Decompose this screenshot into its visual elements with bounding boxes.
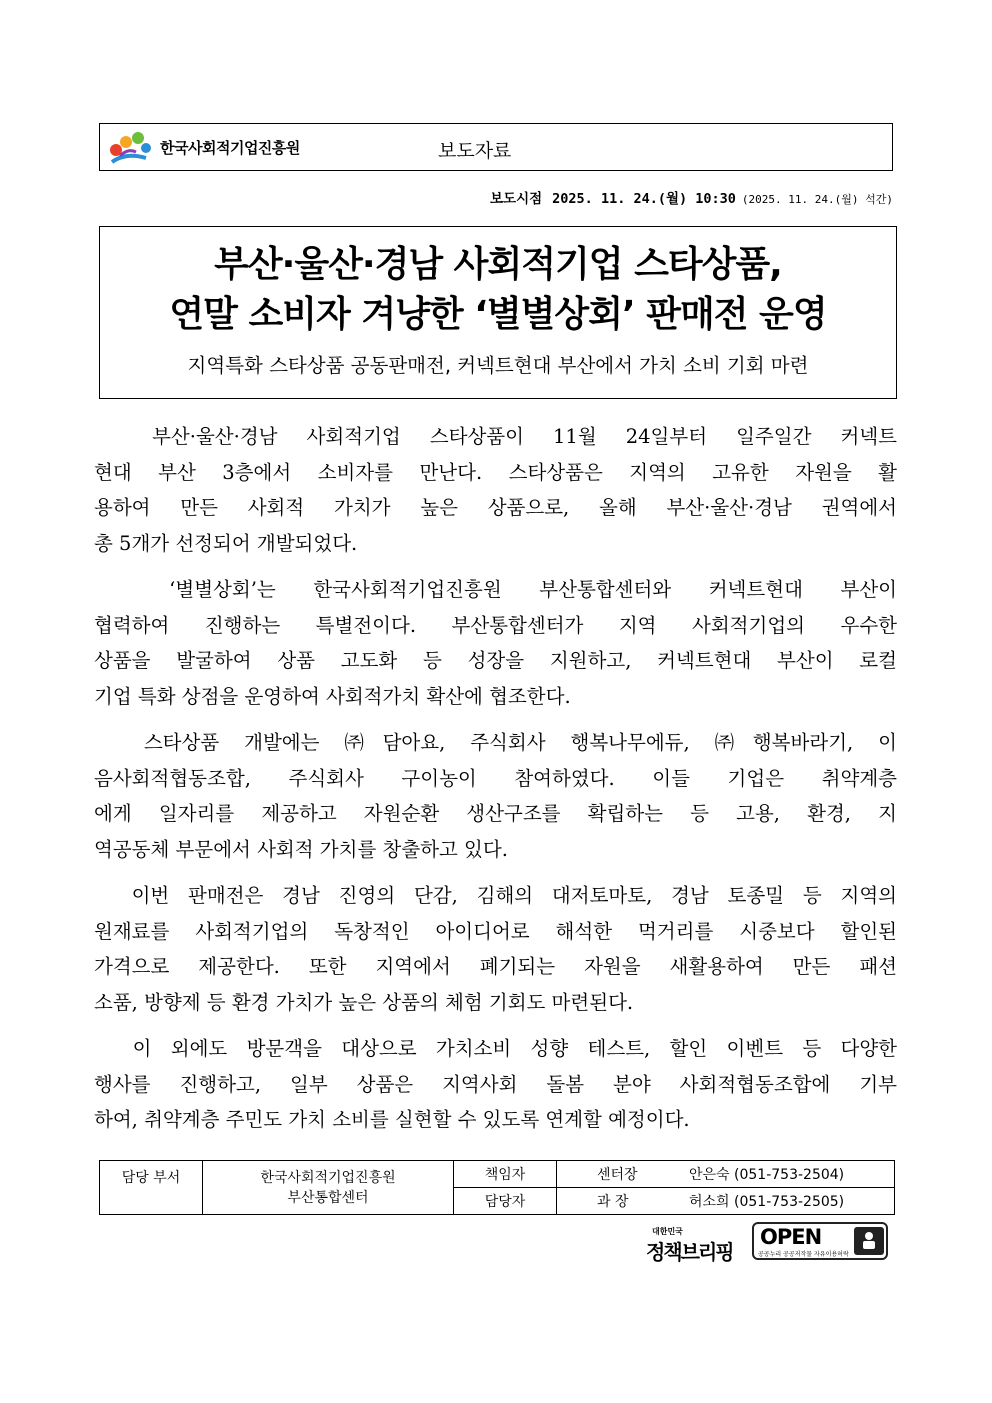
header-box bbox=[99, 123, 893, 171]
paragraph-line: 가격으로 제공한다. 또한 지역에서 폐기되는 자원을 새활용하여 만든 패션 bbox=[94, 955, 897, 978]
kogl-open-logo bbox=[752, 1222, 888, 1260]
person-info: 안은숙 (051-753-2504) bbox=[689, 1167, 845, 1183]
paragraph-line: 소품, 방향제 등 환경 가치가 높은 상품의 체험 기회도 마련된다. bbox=[94, 990, 634, 1014]
org-logo-icon bbox=[106, 128, 154, 168]
embargo-line bbox=[400, 187, 893, 207]
doc-type: 보도자료 bbox=[438, 140, 512, 162]
paragraph-line: 스타상품 개발에는 ㈜담아요, 주식회사 행복나무에듀, ㈜행복바라기, 이 bbox=[94, 731, 897, 754]
article-body bbox=[94, 419, 897, 1149]
paragraph-line: 역공동체 부문에서 사회적 가치를 창출하고 있다. bbox=[94, 837, 508, 861]
attribution-icon bbox=[854, 1227, 884, 1255]
paragraph-line: 현대 부산 3층에서 소비자를 만난다. 스타상품은 지역의 고유한 자원을 활 bbox=[94, 460, 897, 484]
headline-line-2: 연말 소비자 겨냥한 ‘별별상회’ 판매전 운영 bbox=[169, 294, 827, 335]
org-name: 한국사회적기업진흥원 bbox=[160, 139, 300, 157]
paragraph bbox=[94, 572, 897, 714]
paragraph-line: 하여, 취약계층 주민도 가치 소비를 실현할 수 있도록 연계할 예정이다. bbox=[94, 1108, 690, 1131]
dept-org-line-2: 부산통합센터 bbox=[287, 1189, 369, 1206]
paragraph-line: 부산·울산·경남 사회적기업 스타상품이 11월 24일부터 일주일간 커넥트 bbox=[94, 425, 897, 448]
paragraph-line: 이 외에도 방문객을 대상으로 가치소비 성향 테스트, 할인 이벤트 등 다양한 bbox=[94, 1037, 897, 1060]
paragraph-line: 협력하여 진행하는 특별전이다. 부산통합센터가 지역 사회적기업의 우수한 bbox=[94, 613, 897, 637]
paragraph-line: 용하여 만든 사회적 가치가 높은 상품으로, 올해 부산·울산·경남 권역에서 bbox=[94, 496, 897, 519]
paragraph-line: 원재료를 사회적기업의 독창적인 아이디어로 해석한 먹거리를 시중보다 할인된 bbox=[94, 919, 897, 943]
role-cell: 책임자 bbox=[454, 1161, 557, 1188]
paragraph bbox=[94, 878, 897, 1020]
dept-org-line-1: 한국사회적기업진흥원 bbox=[260, 1169, 396, 1186]
paragraph-line: 에게 일자리를 제공하고 자원순환 생산구조를 확립하는 등 고용, 환경, 지 bbox=[94, 802, 897, 825]
embargo-alt: (2025. 11. 24.(월) 석간) bbox=[741, 193, 893, 206]
open-text: OPEN bbox=[760, 1225, 822, 1249]
embargo-datetime: 2025. 11. 24.(월) 10:30 bbox=[552, 191, 736, 207]
policy-big-text: 정책브리핑 bbox=[646, 1240, 733, 1264]
person-info: 허소희 (051-753-2505) bbox=[689, 1194, 845, 1210]
paragraph-line: 총 5개가 선정되어 개발되었다. bbox=[94, 531, 358, 555]
policy-briefing-logo bbox=[646, 1224, 744, 1262]
paragraph-line: 상품을 발굴하여 상품 고도화 등 성장을 지원하고, 커넥트현대 부산이 로컬 bbox=[94, 649, 897, 672]
person-cell bbox=[557, 1188, 895, 1215]
paragraph-line: 음사회적협동조합, 주식회사 구이농이 참여하였다. 이들 기업은 취약계층 bbox=[94, 766, 897, 790]
contact-table bbox=[99, 1160, 895, 1215]
headline-line-1: 부산·울산·경남 사회적기업 스타상품, bbox=[214, 244, 782, 285]
paragraph bbox=[94, 419, 897, 561]
dept-label: 담당 부서 bbox=[100, 1161, 203, 1215]
subtitle: 지역특화 스타상품 공동판매전, 커넥트현대 부산에서 가치 소비 기회 마련 bbox=[187, 354, 809, 377]
footer-logos bbox=[640, 1222, 890, 1264]
paragraph-line: 이번 판매전은 경남 진영의 단감, 김해의 대저토마토, 경남 토종밀 등 지역의 bbox=[94, 884, 897, 907]
title-box bbox=[99, 226, 897, 399]
role-cell: 담당자 bbox=[454, 1188, 557, 1215]
position-label: 센터장 bbox=[597, 1167, 638, 1183]
paragraph bbox=[94, 1031, 897, 1138]
dept-org bbox=[203, 1161, 454, 1215]
policy-small-text: 대한민국 bbox=[652, 1227, 683, 1236]
paragraph-line: ‘별별상회’는 한국사회적기업진흥원 부산통합센터와 커넥트현대 부산이 bbox=[94, 578, 897, 601]
paragraph-line: 기업 특화 상점을 운영하여 사회적가치 확산에 협조한다. bbox=[94, 684, 571, 708]
embargo-label: 보도시점 bbox=[490, 191, 543, 207]
paragraph-line: 행사를 진행하고, 일부 상품은 지역사회 돌봄 분야 사회적협동조합에 기부 bbox=[94, 1072, 897, 1096]
open-sub-text: 공공누리 공공저작물 자유이용허락 bbox=[758, 1251, 849, 1258]
paragraph bbox=[94, 725, 897, 867]
person-cell bbox=[557, 1161, 895, 1188]
position-label: 과 장 bbox=[597, 1194, 629, 1210]
